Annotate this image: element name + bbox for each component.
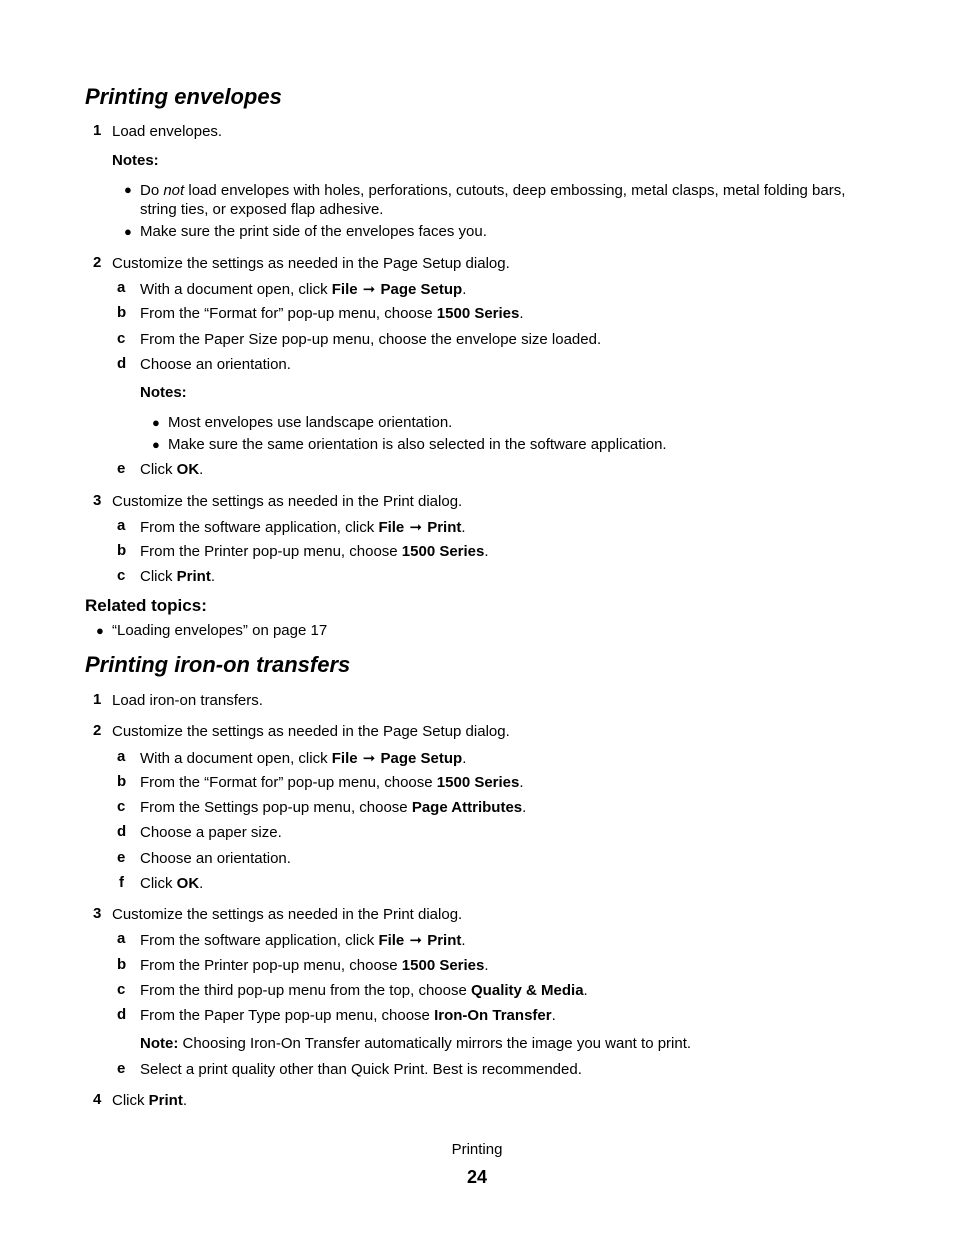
- step-number: 1: [93, 122, 102, 139]
- step-number: 3: [93, 492, 102, 509]
- substep-letter: e: [117, 1060, 126, 1077]
- substep-letter: b: [117, 542, 127, 559]
- substep-text: From the “Format for” pop-up menu, choose 1500 Series.: [140, 305, 524, 322]
- substep-letter: a: [117, 279, 126, 296]
- substep-letter: d: [117, 355, 127, 372]
- step-text: Load envelopes.: [112, 123, 223, 140]
- substep-letter: c: [117, 798, 126, 815]
- note-item: Note: Choosing Iron-On Transfer automatically mirrors the image you want to print.: [140, 1035, 692, 1052]
- substep-letter: a: [117, 930, 126, 947]
- note-item: Make sure the print side of the envelopes faces you.: [140, 223, 487, 240]
- substep-text: Choose an orientation.: [140, 356, 291, 373]
- section-title-iron-on: Printing iron-on transfers: [85, 652, 351, 677]
- step-number: 2: [93, 254, 102, 271]
- substep-text: From the Printer pop-up menu, choose 1500 Series.: [140, 543, 489, 560]
- substep-letter: c: [117, 567, 126, 584]
- note-item: Make sure the same orientation is also selected in the software application.: [168, 436, 667, 453]
- arrow-icon: ➞: [362, 750, 376, 767]
- substep-text: Click OK.: [140, 875, 204, 892]
- bullet-icon: ●: [124, 182, 132, 197]
- substep-text: With a document open, click File ➞ Page Setup.: [140, 750, 467, 767]
- section-title-envelopes: Printing envelopes: [85, 84, 282, 109]
- substep-text: From the Settings pop-up menu, choose Page Attributes.: [140, 799, 527, 816]
- step-text: Customize the settings as needed in the Page Setup dialog.: [112, 255, 510, 272]
- related-topic-link[interactable]: “Loading envelopes” on page 17: [112, 622, 328, 639]
- footer-section-name: Printing: [451, 1141, 503, 1158]
- step-number: 4: [93, 1091, 102, 1108]
- substep-text: Choose an orientation.: [140, 850, 291, 867]
- step-number: 1: [93, 691, 102, 708]
- arrow-icon: ➞: [362, 281, 376, 298]
- note-item: Most envelopes use landscape orientation.: [168, 414, 453, 431]
- bullet-icon: ●: [96, 623, 104, 638]
- arrow-icon: ➞: [409, 932, 423, 949]
- substep-text: With a document open, click File ➞ Page Setup.: [140, 281, 467, 298]
- substep-text: Click Print.: [140, 568, 216, 585]
- related-topics-heading: Related topics:: [85, 596, 207, 615]
- substep-letter: b: [117, 956, 127, 973]
- substep-text: From the Paper Size pop-up menu, choose the envelope size loaded.: [140, 331, 602, 348]
- bullet-icon: ●: [152, 437, 160, 452]
- substep-text: From the Printer pop-up menu, choose 1500 Series.: [140, 957, 489, 974]
- substep-text: Click OK.: [140, 461, 204, 478]
- substep-letter: a: [117, 517, 126, 534]
- substep-text: From the third pop-up menu from the top, choose Quality & Media.: [140, 982, 588, 999]
- substep-letter: b: [117, 304, 127, 321]
- step-number: 3: [93, 905, 102, 922]
- step-number: 2: [93, 722, 102, 739]
- substep-letter: d: [117, 823, 127, 840]
- step-text: Customize the settings as needed in the Print dialog.: [112, 906, 463, 923]
- substep-letter: d: [117, 1006, 127, 1023]
- step-text: Load iron-on transfers.: [112, 692, 263, 709]
- substep-text: Choose a paper size.: [140, 824, 282, 841]
- notes-label: Notes:: [140, 384, 187, 401]
- substep-letter: b: [117, 773, 127, 790]
- bullet-icon: ●: [152, 415, 160, 430]
- step-text: Customize the settings as needed in the Print dialog.: [112, 493, 463, 510]
- step-text: Customize the settings as needed in the Page Setup dialog.: [112, 723, 510, 740]
- substep-letter: a: [117, 748, 126, 765]
- substep-text: From the “Format for” pop-up menu, choose 1500 Series.: [140, 774, 524, 791]
- arrow-icon: ➞: [409, 519, 423, 536]
- note-item: Do not load envelopes with holes, perforations, cutouts, deep embossing, metal clasps, metal folding bars, string ties, or exposed flap adhesive.: [140, 182, 846, 218]
- notes-label: Notes:: [112, 152, 159, 169]
- substep-letter: e: [117, 460, 126, 477]
- step-text: Click Print.: [112, 1092, 188, 1109]
- page-number: 24: [466, 1167, 488, 1187]
- substep-letter: e: [117, 849, 126, 866]
- substep-letter: c: [117, 330, 126, 347]
- substep-letter: f: [119, 874, 124, 891]
- substep-text: Select a print quality other than Quick Print. Best is recommended.: [140, 1061, 582, 1078]
- substep-letter: c: [117, 981, 126, 998]
- substep-text: From the software application, click File ➞ Print.: [140, 932, 466, 949]
- substep-text: From the software application, click File ➞ Print.: [140, 519, 466, 536]
- bullet-icon: ●: [124, 224, 132, 239]
- substep-text: From the Paper Type pop-up menu, choose Iron-On Transfer.: [140, 1007, 556, 1024]
